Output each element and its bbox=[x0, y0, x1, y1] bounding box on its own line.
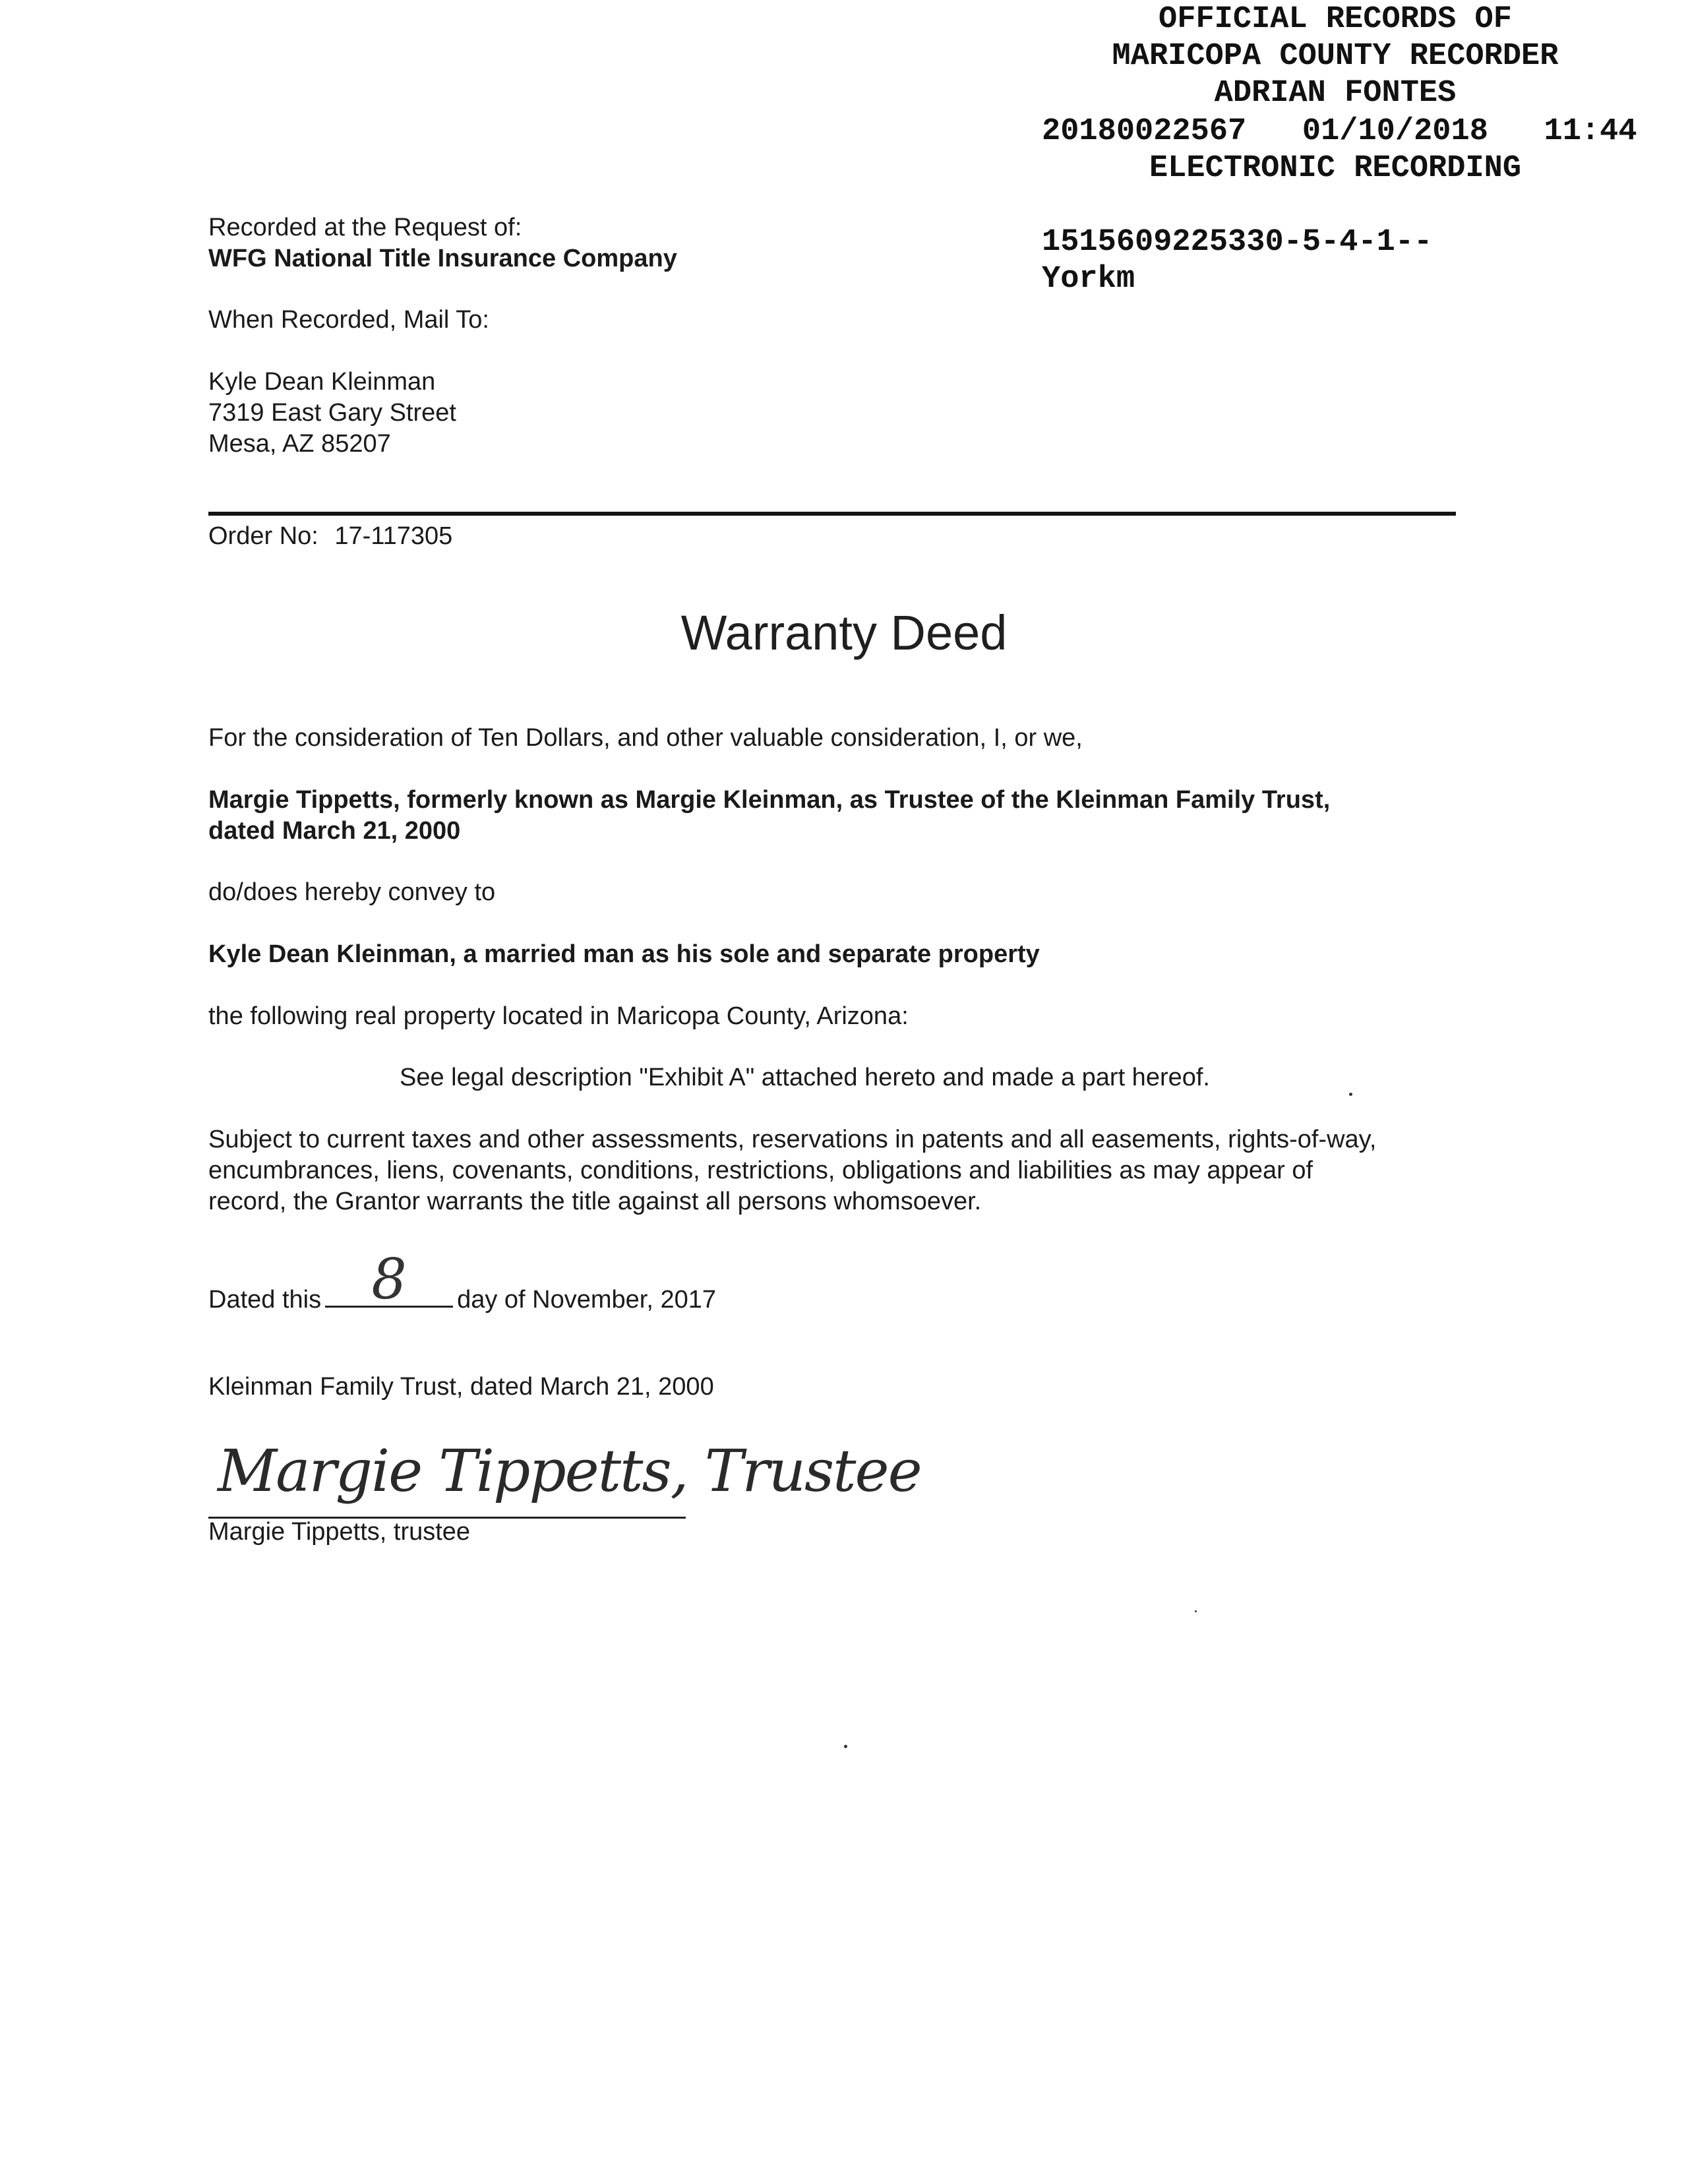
mail-to-street: 7319 East Gary Street bbox=[208, 399, 456, 427]
grantor-line: dated March 21, 2000 bbox=[208, 817, 461, 845]
recorder-stamp-line: MARICOPA COUNTY RECORDER bbox=[1112, 39, 1559, 74]
mail-to-name: Kyle Dean Kleinman bbox=[208, 368, 436, 396]
mail-to-city: Mesa, AZ 85207 bbox=[208, 430, 391, 458]
subject-to-line: encumbrances, liens, covenants, conditions, restrictions, obligations and liabilities as may appear of bbox=[208, 1157, 1313, 1184]
consideration-text: For the consideration of Ten Dollars, and other valuable consideration, I, or we, bbox=[208, 724, 1083, 752]
scan-speck bbox=[844, 1745, 847, 1748]
header-divider bbox=[208, 512, 1456, 516]
scan-speck bbox=[1195, 1610, 1197, 1612]
dated-day: 8 bbox=[371, 1247, 407, 1312]
recording-clerk: Yorkm bbox=[1042, 262, 1135, 297]
dated-day-blank bbox=[325, 1247, 453, 1312]
legal-description-reference: See legal description "Exhibit A" attached hereto and made a part hereof. bbox=[400, 1064, 1210, 1091]
recorder-stamp-line: ELECTRONIC RECORDING bbox=[1149, 151, 1522, 186]
order-number: 17-117305 bbox=[334, 522, 453, 550]
trust-name: Kleinman Family Trust, dated March 21, 2000 bbox=[208, 1373, 714, 1401]
dated-suffix: day of November, 2017 bbox=[457, 1286, 717, 1314]
recording-code: 1515609225330-5-4-1-- bbox=[1042, 225, 1433, 260]
recording-number-date-time: 20180022567 01/10/2018 11:44 bbox=[1042, 114, 1637, 149]
scan-speck bbox=[1349, 1093, 1352, 1096]
dated-prefix: Dated this bbox=[208, 1286, 322, 1314]
order-number-row bbox=[208, 521, 452, 551]
order-number-label: Order No: bbox=[208, 522, 318, 550]
grantor-line: Margie Tippetts, formerly known as Margie Kleinman, as Trustee of the Kleinman Family Trust, bbox=[208, 786, 1331, 814]
mail-to-label: When Recorded, Mail To: bbox=[208, 306, 489, 334]
property-location-text: the following real property located in Maricopa County, Arizona: bbox=[208, 1002, 909, 1030]
recorded-request-label: Recorded at the Request of: bbox=[208, 214, 522, 241]
document-title: Warranty Deed bbox=[680, 605, 1008, 660]
recorded-request-company: WFG National Title Insurance Company bbox=[208, 245, 677, 272]
subject-to-line: record, the Grantor warrants the title against all persons whomsoever. bbox=[208, 1188, 982, 1215]
convey-text: do/does hereby convey to bbox=[208, 878, 496, 906]
dated-line bbox=[208, 1247, 1456, 1316]
recorder-stamp-line: OFFICIAL RECORDS OF bbox=[1159, 2, 1512, 37]
signature-handwritten: Margie Tippetts, Trustee bbox=[218, 1437, 921, 1505]
signature-printed-name: Margie Tippetts, trustee bbox=[208, 1518, 471, 1546]
subject-to-line: Subject to current taxes and other assessments, reservations in patents and all easements, rights-of-way, bbox=[208, 1126, 1377, 1153]
recorder-stamp-line: ADRIAN FONTES bbox=[1214, 76, 1457, 111]
grantee-text: Kyle Dean Kleinman, a married man as his sole and separate property bbox=[208, 940, 1040, 968]
